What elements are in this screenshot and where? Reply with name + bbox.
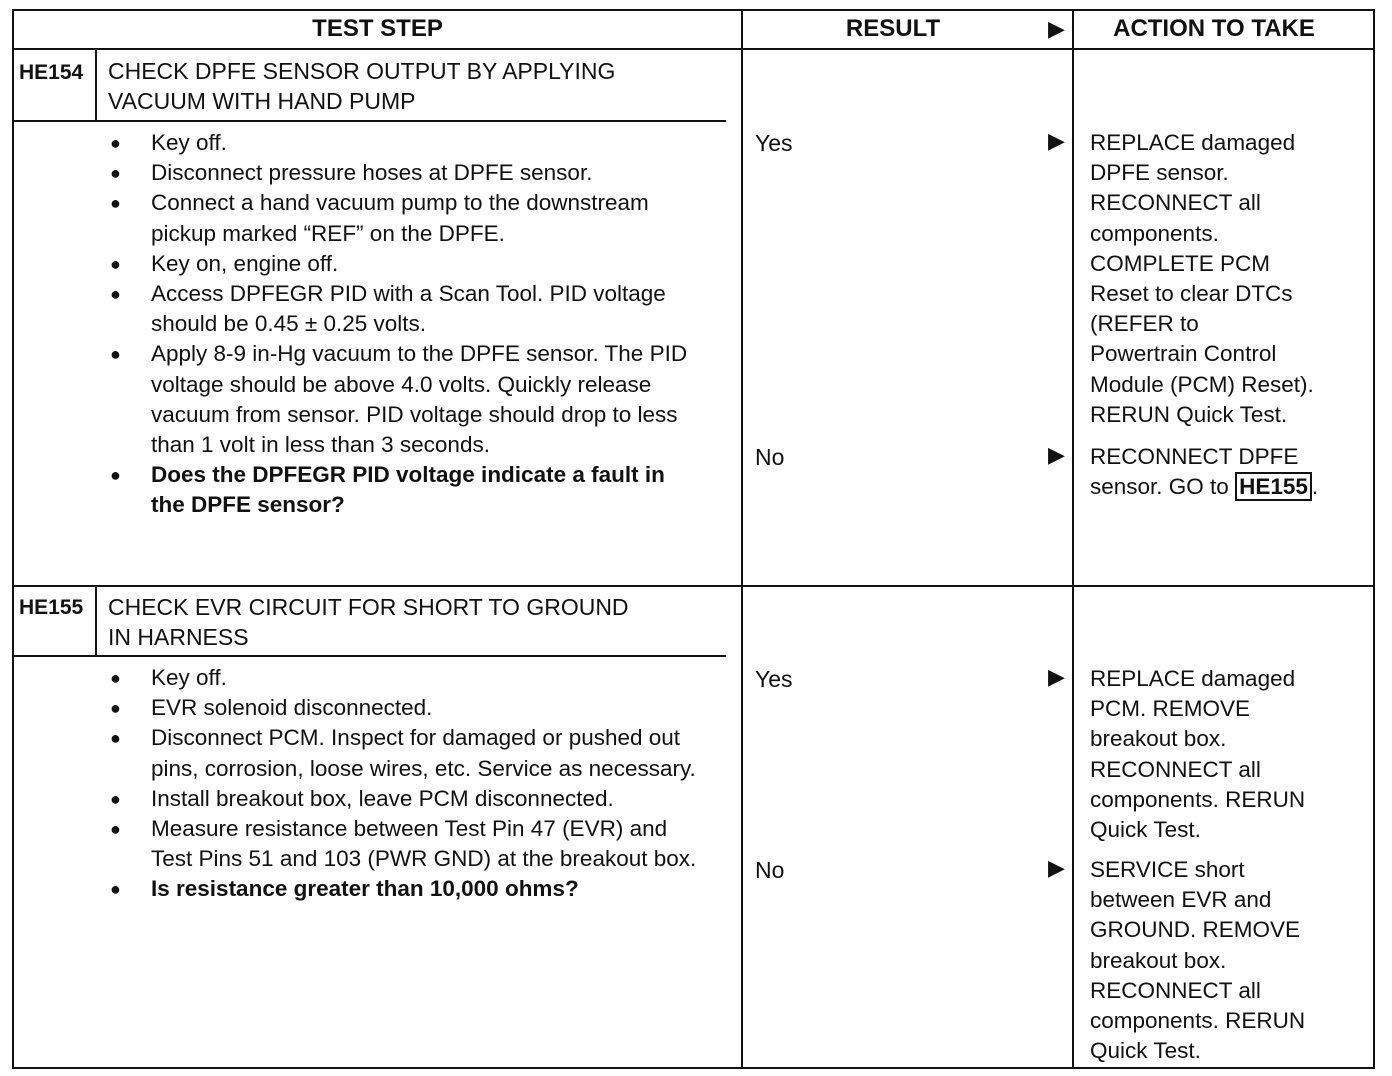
arrow-icon: ▶: [1048, 664, 1065, 689]
list-item: ● Access DPFEGR PID with a Scan Tool. PID voltage should be 0.45 ± 0.25 volts.: [110, 279, 700, 339]
title-box-bottom-2: [12, 655, 726, 657]
column-divider-action: [1072, 9, 1074, 1069]
arrow-icon: ▶: [1048, 442, 1065, 467]
list-item: ● Key on, engine off.: [110, 249, 700, 279]
header-arrow-icon: ▶: [1048, 16, 1065, 41]
list-item: ● Disconnect pressure hoses at DPFE sensor.: [110, 158, 700, 188]
header-result: RESULT: [845, 15, 941, 42]
result-yes: Yes: [755, 130, 793, 156]
step-code: HE154: [19, 61, 84, 84]
result-no: No: [755, 857, 785, 883]
result-yes: Yes: [755, 666, 793, 692]
header-divider: [12, 48, 1375, 50]
action-text-end: .: [1311, 474, 1319, 500]
code-box-divider-1: [95, 48, 97, 122]
header-action: ACTION TO TAKE: [1113, 15, 1315, 42]
step-list: [110, 663, 710, 905]
action-text: [1090, 442, 1370, 502]
step-reference-link[interactable]: HE155: [1235, 472, 1312, 501]
list-item: ● Apply 8-9 in-Hg vacuum to the DPFE sensor. The PID voltage should be above 4.0 volts. Quickly release vacuum from sensor. PID voltage should drop to less than 1 volt in less than 3 seconds.: [110, 339, 700, 460]
step-title: CHECK EVR CIRCUIT FOR SHORT TO GROUND IN HARNESS: [108, 594, 629, 650]
code-box-divider-2: [95, 585, 97, 657]
step-question: ● Is resistance greater than 10,000 ohms?: [110, 874, 710, 904]
arrow-icon: ▶: [1048, 128, 1065, 153]
list-item: ● Install breakout box, leave PCM disconnected.: [110, 784, 710, 814]
list-item: ● Key off.: [110, 663, 710, 693]
step-code: HE155: [19, 596, 84, 619]
result-no: No: [755, 444, 785, 470]
arrow-icon: ▶: [1048, 855, 1065, 880]
table-border-bottom: [12, 1067, 1375, 1069]
table-border-left: [12, 9, 14, 1069]
table-border-right: [1373, 9, 1375, 1069]
step-question: ● Does the DPFEGR PID voltage indicate a fault in the DPFE sensor?: [110, 460, 700, 520]
list-item: ● Key off.: [110, 128, 700, 158]
list-item: ● Connect a hand vacuum pump to the downstream pickup marked “REF” on the DPFE.: [110, 188, 700, 248]
step-title: CHECK DPFE SENSOR OUTPUT BY APPLYING VACUUM WITH HAND PUMP: [108, 58, 616, 114]
title-box-bottom-1: [12, 120, 726, 122]
action-text: REPLACE damaged DPFE sensor. RECONNECT all components. COMPLETE PCM Reset to clear DTCs (REFER to Powertrain Control Module (PCM) Reset). RERUN Quick Test.: [1090, 130, 1314, 427]
action-text: SERVICE short between EVR and GROUND. REMOVE breakout box. RECONNECT all components. RERUN Quick Test.: [1090, 857, 1306, 1064]
list-item: ● Measure resistance between Test Pin 47 (EVR) and Test Pins 51 and 103 (PWR GND) at the breakout box.: [110, 814, 710, 874]
action-text: REPLACE damaged PCM. REMOVE breakout box. RECONNECT all components. RERUN Quick Test.: [1090, 666, 1306, 843]
step-list: [110, 128, 700, 521]
column-divider-result: [741, 9, 743, 1069]
list-item: ● EVR solenoid disconnected.: [110, 693, 710, 723]
section-divider: [12, 585, 1375, 587]
action-text-main: RECONNECT DPFE sensor. GO to: [1090, 444, 1299, 500]
header-test-step: TEST STEP: [312, 15, 443, 42]
list-item: ● Disconnect PCM. Inspect for damaged or pushed out pins, corrosion, loose wires, etc. Service as necessary.: [110, 723, 710, 783]
